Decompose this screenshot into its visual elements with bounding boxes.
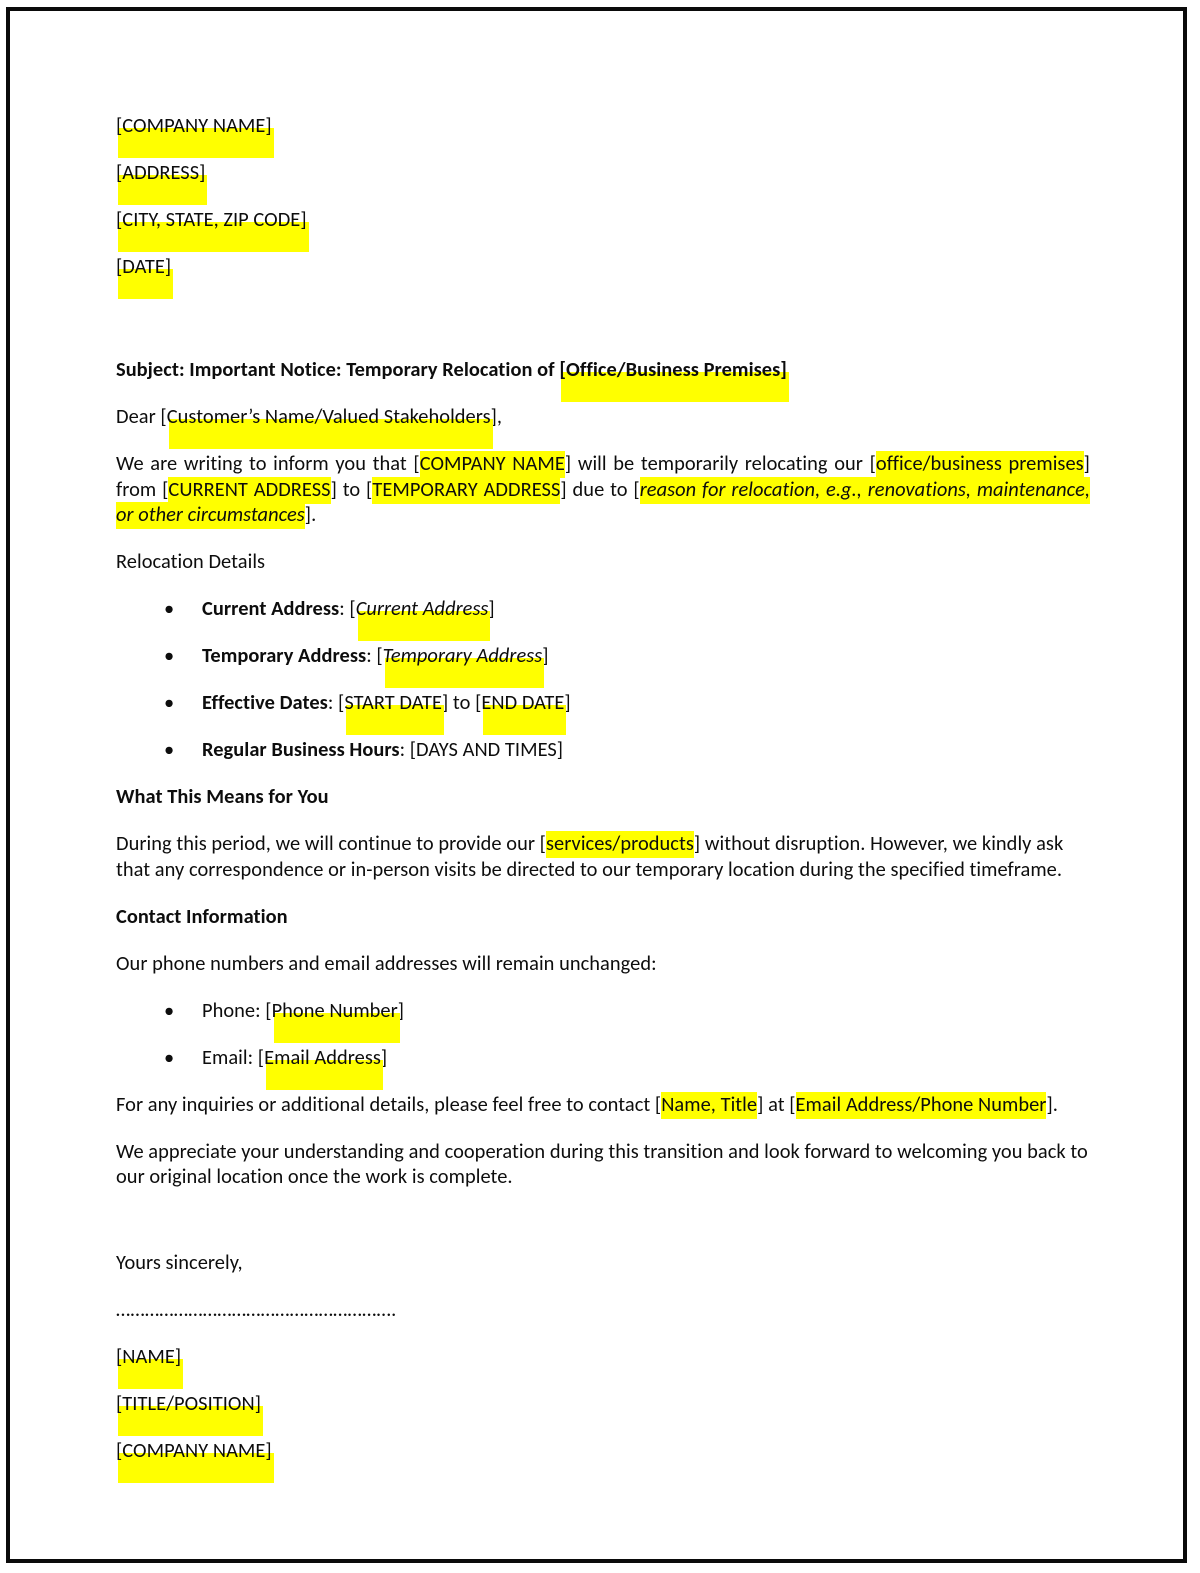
subject-label: Subject: Important Notice: Temporary Relocation of (116, 358, 560, 382)
letterhead-company-name (116, 114, 1090, 140)
bullet-icon: • (164, 1045, 175, 1070)
list-item (116, 738, 1090, 764)
appreciation-paragraph: We appreciate your understanding and cooperation during this transition and look forward to welcoming you back to our original location once the work is complete. (116, 1139, 1088, 1189)
letterhead-city-state-zip-text: [CITY, STATE, ZIP CODE] (116, 208, 307, 232)
bullet-separator: : [ (366, 644, 383, 668)
inquiries-placeholder-name-title: Name, Title (661, 1092, 758, 1117)
bullet-close: ] (488, 597, 495, 621)
bullet-separator: : [ (339, 597, 356, 621)
list-item (116, 644, 1090, 670)
bullet-close: ] (564, 691, 571, 715)
bullet-label: Effective Dates (202, 691, 328, 715)
contact-label: Email: [ (202, 1045, 265, 1070)
intro-paragraph (116, 452, 1090, 529)
letterhead-date (116, 255, 1090, 281)
intro-seg3: ] from [ (116, 452, 1090, 502)
bullet-icon: • (164, 644, 175, 668)
inquiries-seg2: ] at [ (757, 1092, 796, 1117)
inquiries-seg3: ]. (1046, 1092, 1058, 1117)
letterhead-address-text: [ADDRESS] (116, 161, 206, 185)
subject-line (116, 358, 1090, 384)
intro-placeholder-company: COMPANY NAME (419, 452, 565, 476)
bullet-close: ] (542, 644, 549, 668)
list-item (116, 999, 1090, 1025)
letterhead-date-text: [DATE] (116, 255, 172, 279)
contact-information-heading: Contact Information (116, 904, 288, 929)
bullet-value: Current Address (355, 597, 489, 621)
intro-placeholder-premises: office/business premises (875, 452, 1084, 476)
bullet-icon: • (164, 597, 175, 621)
bullet-label: Temporary Address (202, 644, 367, 668)
contact-information-list (116, 999, 1090, 1072)
subject-placeholder: [Office/Business Premises] (559, 358, 787, 382)
bullet-icon: • (164, 691, 175, 715)
intro-placeholder-current-address: CURRENT ADDRESS (168, 477, 331, 502)
intro-seg6: ]. (304, 503, 317, 527)
signature-company-name-text: [COMPANY NAME] (116, 1438, 272, 1463)
bullet-value-start-date: START DATE (344, 691, 442, 715)
salutation (116, 405, 1090, 431)
contact-information-intro: Our phone numbers and email addresses will remain unchanged: (116, 951, 657, 976)
signature-title-position-text: [TITLE/POSITION] (116, 1391, 261, 1416)
letterhead-company-name-text: [COMPANY NAME] (116, 114, 272, 138)
signature-company-name (116, 1439, 1090, 1465)
salutation-prefix: Dear [ (116, 405, 167, 429)
what-this-means-seg1: During this period, we will continue to provide our [ (116, 832, 546, 856)
bullet-icon: • (164, 998, 175, 1023)
signature-line: …………………………………………………. (116, 1297, 397, 1322)
what-this-means-heading: What This Means for You (116, 785, 329, 809)
document-page (6, 7, 1187, 1563)
bullet-label: Regular Business Hours (202, 738, 400, 762)
signature-name-text: [NAME] (116, 1344, 182, 1369)
list-item (116, 1046, 1090, 1072)
intro-seg5: ] due to [ (560, 477, 640, 502)
intro-placeholder-temporary-address: TEMPORARY ADDRESS (372, 477, 561, 502)
contact-value: Email Address (264, 1045, 381, 1070)
bullet-mid: ] to [ (441, 691, 482, 715)
intro-seg4: ] to [ (330, 477, 373, 502)
inquiries-seg1: For any inquiries or additional details, please feel free to contact [ (116, 1092, 662, 1117)
bullet-separator: : [DAYS AND TIMES] (399, 738, 564, 762)
letter-content (116, 114, 1090, 1486)
bullet-value: Temporary Address (382, 644, 543, 668)
contact-close: ] (397, 998, 405, 1023)
relocation-details-heading: Relocation Details (116, 550, 266, 574)
salutation-placeholder: Customer’s Name/Valued Stakeholders (166, 405, 491, 429)
signature-title-position (116, 1392, 1090, 1418)
list-item (116, 597, 1090, 623)
letterhead-address (116, 161, 1090, 187)
intro-placeholder-reason: reason for relocation, e.g., renovations, maintenance, or other circumstances (116, 477, 1090, 527)
what-this-means-seg2: ] without disruption. However, we kindly ask that any correspondence or in-person visits be directed to our temporary location during the specified timeframe. (116, 832, 1064, 882)
inquiries-paragraph (116, 1093, 1090, 1119)
letterhead-city-state-zip (116, 208, 1090, 234)
list-item (116, 691, 1090, 717)
bullet-icon: • (164, 738, 175, 762)
what-this-means-placeholder-services: services/products (545, 832, 694, 856)
relocation-details-list (116, 597, 1090, 764)
inquiries-placeholder-email-phone: Email Address/Phone Number (795, 1092, 1047, 1117)
salutation-suffix: ], (490, 405, 503, 429)
intro-seg2: ] will be temporarily relocating our [ (564, 452, 876, 476)
what-this-means-body (116, 832, 1090, 883)
bullet-separator: : [ (327, 691, 345, 715)
valediction: Yours sincerely, (116, 1250, 243, 1275)
contact-close: ] (380, 1045, 388, 1070)
page-surface (10, 11, 1183, 1559)
signature-name (116, 1345, 1090, 1371)
letterhead-spacer (116, 302, 1090, 358)
contact-value: Phone Number (271, 998, 398, 1023)
intro-seg1: We are writing to inform you that [ (116, 452, 420, 476)
contact-label: Phone: [ (202, 998, 272, 1023)
bullet-label: Current Address (202, 597, 340, 621)
bullet-value-end-date: END DATE (481, 691, 565, 715)
